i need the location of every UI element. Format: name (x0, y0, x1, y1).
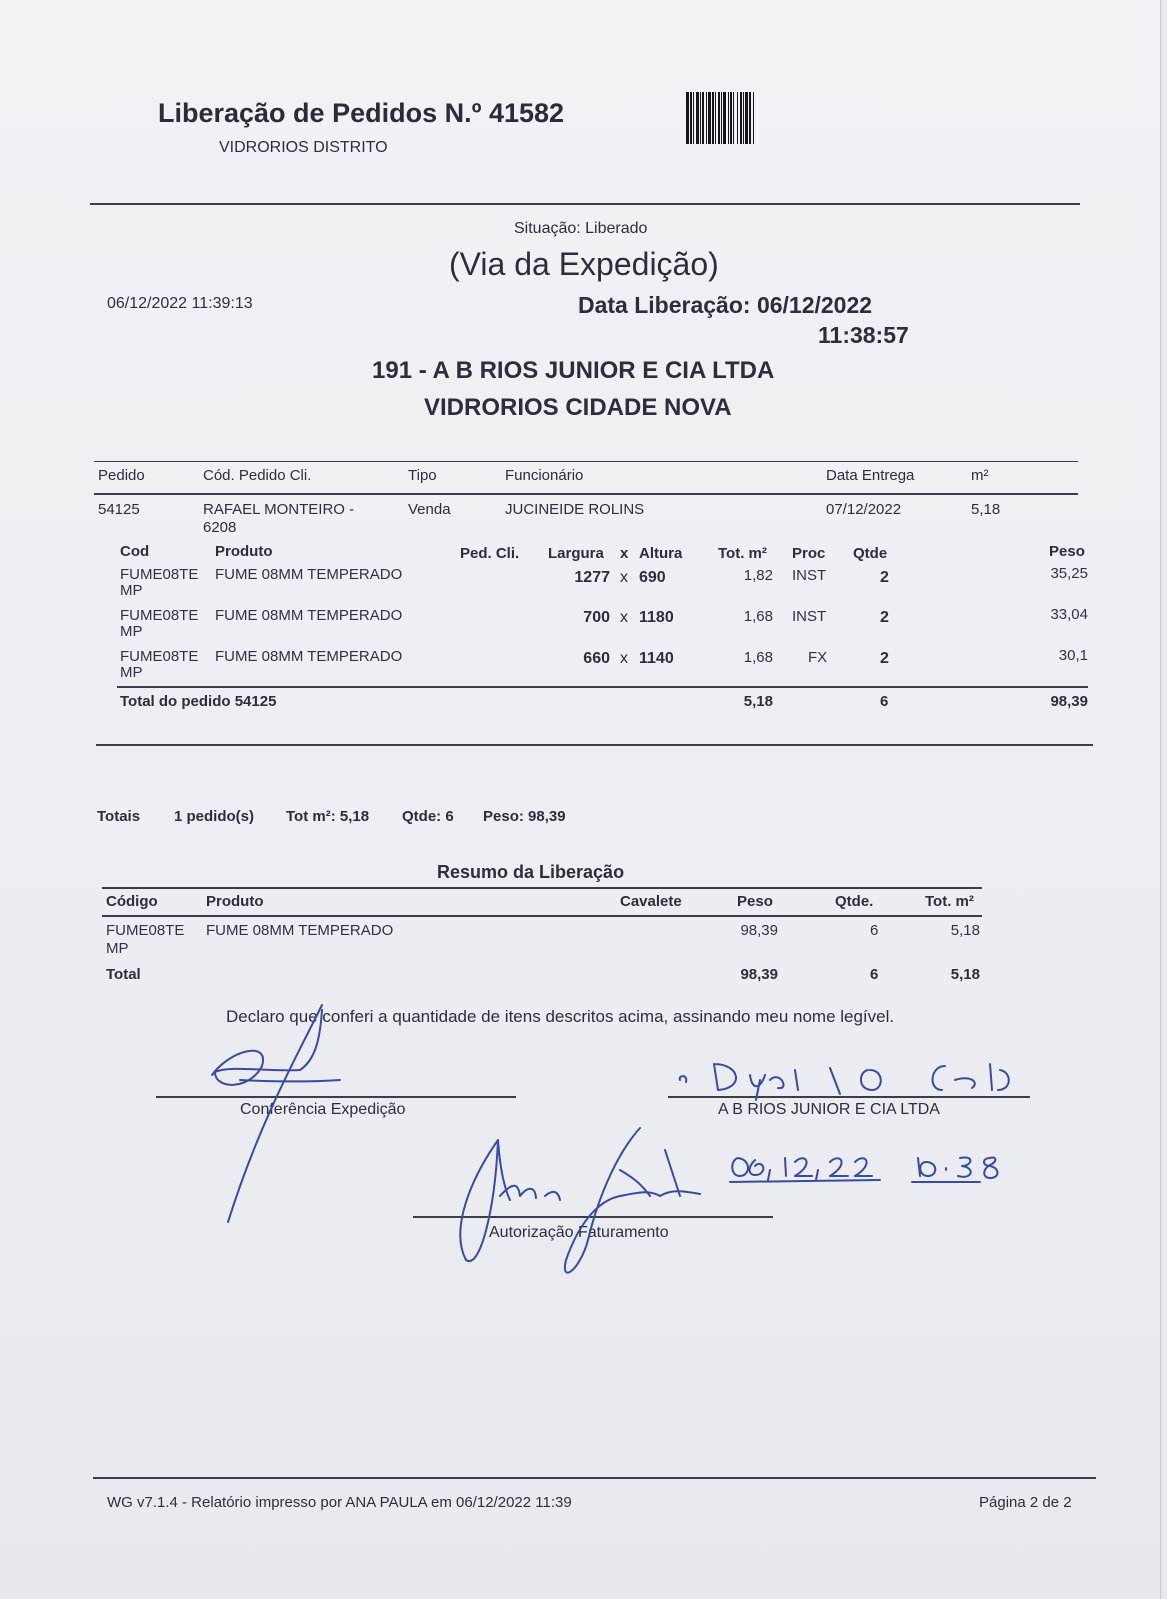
resumo-col-peso: Peso (737, 893, 773, 910)
via-label: (Via da Expedição) (449, 246, 719, 282)
item-tot-m2: 1,68 (743, 608, 773, 625)
footer-page-number: Página 2 de 2 (979, 1494, 1072, 1511)
item-cod-suffix: MP (120, 664, 143, 681)
col-proc: Proc (792, 545, 826, 562)
data-entrega-value: 07/12/2022 (826, 501, 902, 518)
funcionario-value: JUCINEIDE ROLINS (505, 501, 645, 518)
item-qtde: 2 (880, 650, 889, 667)
item-cod: FUME08TE (120, 648, 199, 665)
item-produto: FUME 08MM TEMPERADO (215, 607, 403, 624)
resumo-total-tot-m2: 5,18 (950, 966, 980, 983)
col-cod: Cod (120, 543, 150, 560)
signature-line-faturamento (413, 1216, 773, 1218)
col-m2: m² (971, 467, 989, 484)
divider (102, 887, 982, 889)
order-total-label: Total do pedido 54125 (120, 693, 277, 710)
order-total-m2: 5,18 (743, 693, 773, 710)
item-peso: 33,04 (1050, 606, 1088, 623)
item-x: x (620, 609, 628, 626)
totals-peso: Peso: 98,39 (483, 808, 566, 825)
item-largura: 700 (583, 609, 610, 626)
divider (117, 686, 1088, 688)
situacao-label: Situação: Liberado (514, 220, 648, 237)
item-cod-suffix: MP (120, 582, 143, 599)
item-tot-m2: 1,82 (743, 567, 773, 584)
item-altura: 1140 (639, 650, 674, 667)
signature-caption-conferencia: Conferência Expedição (240, 1101, 406, 1118)
divider (96, 744, 1093, 746)
cod-pedido-cli-line2: 6208 (203, 519, 237, 536)
data-liberacao: Data Liberação: 06/12/2022 (578, 292, 873, 318)
data-liberacao-time: 11:38:57 (818, 322, 909, 348)
divider (102, 915, 982, 917)
signature-client (680, 1064, 1009, 1100)
signature-line-client (668, 1096, 1030, 1098)
signature-autorizacao (460, 1128, 700, 1273)
document-title: Liberação de Pedidos N.º 41582 (158, 98, 565, 128)
totals-label: Totais (97, 808, 141, 825)
col-ped-cli: Ped. Cli. (460, 545, 520, 562)
item-produto: FUME 08MM TEMPERADO (215, 648, 403, 665)
item-peso: 35,25 (1050, 565, 1088, 582)
col-funcionario: Funcionário (505, 467, 584, 484)
resumo-col-produto: Produto (206, 893, 264, 910)
signature-date (730, 1157, 998, 1182)
footer-print-info: WG v7.1.4 - Relatório impresso por ANA PAULA em 06/12/2022 11:39 (107, 1494, 572, 1511)
cod-pedido-cli-line1: RAFAEL MONTEIRO - (203, 501, 355, 518)
item-altura: 690 (639, 569, 666, 586)
resumo-produto: FUME 08MM TEMPERADO (206, 922, 394, 939)
col-cod-pedido-cli: Cód. Pedido Cli. (203, 467, 312, 484)
col-qtde: Qtde (853, 545, 888, 562)
item-cod-suffix: MP (120, 623, 143, 640)
pedido-number: 54125 (98, 501, 140, 518)
resumo-col-codigo: Código (106, 893, 158, 910)
item-qtde: 2 (880, 569, 889, 586)
resumo-total-label: Total (106, 966, 141, 983)
item-altura: 1180 (639, 609, 674, 626)
resumo-col-tot-m2: Tot. m² (925, 893, 974, 910)
item-tot-m2: 1,68 (743, 649, 773, 666)
col-pedido: Pedido (98, 467, 145, 484)
item-proc: FX (808, 649, 828, 666)
totals-qtde: Qtde: 6 (402, 808, 454, 825)
barcode (686, 92, 863, 144)
declaration-text: Declaro que conferi a quantidade de itens descritos acima, assinando meu nome legível. (226, 1007, 895, 1026)
col-produto: Produto (215, 543, 273, 560)
resumo-col-qtde: Qtde. (835, 893, 874, 910)
item-proc: INST (792, 567, 827, 584)
resumo-col-cavalete: Cavalete (620, 893, 682, 910)
col-tot-m2: Tot. m² (718, 545, 767, 562)
item-largura: 1277 (574, 569, 610, 586)
col-peso: Peso (1049, 543, 1085, 560)
divider (94, 461, 1078, 462)
item-cod: FUME08TE (120, 566, 199, 583)
resumo-peso: 98,39 (740, 922, 778, 939)
tipo-value: Venda (408, 501, 451, 518)
resumo-tot-m2: 5,18 (950, 922, 980, 939)
resumo-codigo: FUME08TE (106, 922, 185, 939)
col-tipo: Tipo (408, 467, 437, 484)
col-largura: Largura (548, 545, 604, 562)
m2-value: 5,18 (971, 501, 1001, 518)
col-x: x (620, 545, 629, 562)
divider (93, 1477, 1096, 1479)
signature-line-conferencia (156, 1096, 516, 1098)
resumo-total-qtde: 6 (870, 966, 879, 983)
item-largura: 660 (583, 650, 610, 667)
order-total-peso: 98,39 (1050, 693, 1088, 710)
item-peso: 30,1 (1058, 647, 1088, 664)
resumo-qtde: 6 (870, 922, 879, 939)
item-produto: FUME 08MM TEMPERADO (215, 566, 403, 583)
totals-m2: Tot m²: 5,18 (286, 808, 370, 825)
order-total-qtde: 6 (880, 693, 889, 710)
totals-pedidos: 1 pedido(s) (174, 808, 255, 825)
resumo-title: Resumo da Liberação (437, 862, 625, 882)
item-x: x (620, 650, 628, 667)
col-data-entrega: Data Entrega (826, 467, 915, 484)
item-cod: FUME08TE (120, 607, 199, 624)
printed-datetime: 06/12/2022 11:39:13 (107, 295, 253, 312)
resumo-total-peso: 98,39 (740, 966, 778, 983)
divider (94, 493, 1078, 495)
company-name: VIDRORIOS DISTRITO (219, 139, 388, 156)
item-qtde: 2 (880, 609, 889, 626)
item-x: x (620, 569, 628, 586)
divider (90, 203, 1080, 205)
signature-caption-client: A B RIOS JUNIOR E CIA LTDA (718, 1101, 940, 1118)
col-altura: Altura (639, 545, 683, 562)
signature-caption-faturamento: Autorização Faturamento (489, 1224, 669, 1241)
client-name: 191 - A B RIOS JUNIOR E CIA LTDA (372, 357, 775, 384)
resumo-codigo-suffix: MP (106, 940, 129, 957)
item-proc: INST (792, 608, 827, 625)
client-store: VIDRORIOS CIDADE NOVA (424, 394, 732, 421)
